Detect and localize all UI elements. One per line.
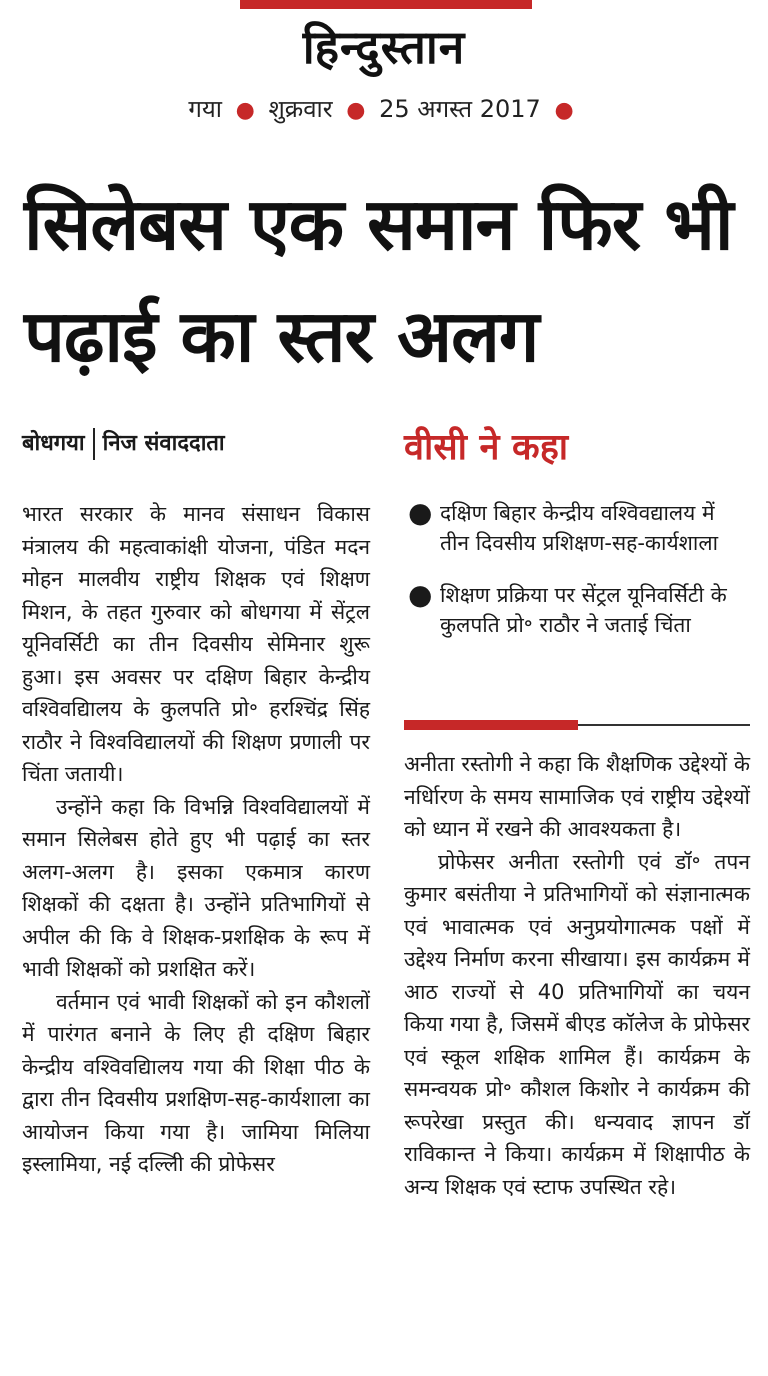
dateline — [0, 92, 768, 128]
section-divider-accent — [404, 720, 578, 730]
list-item — [404, 580, 750, 640]
sidebar-bullet-list — [404, 498, 750, 662]
article-paragraph: अनीता रस्तोगी ने कहा कि शैक्षणिक उद्देश्यों के नर्धिारण के समय सामाजिक एवं राष्ट्रीय उद्देश्यों को ध्यान में रखने की आवश्यकता है। — [404, 752, 750, 841]
bullet-text: दक्षिण बिहार केन्द्रीय वश्विवद्यालय में तीन दिवसीय प्रशिक्षण-सह-कार्यशाला — [440, 501, 719, 555]
bullet-dot-icon: ● — [235, 98, 255, 123]
masthead-accent-bar — [240, 0, 532, 9]
byline — [22, 424, 225, 464]
bullet-dot-icon: ● — [408, 578, 433, 611]
dateline-date: 25 अगस्त 2017 — [379, 95, 541, 123]
bullet-dot-icon: ● — [554, 98, 574, 123]
newspaper-masthead: हिन्दुस्तान — [302, 20, 466, 74]
bullet-text: शिक्षण प्रक्रिया पर सेंट्रल यूनिवर्सिटी के कुलपति प्रो॰ राठौर ने जताई चिंता — [440, 583, 727, 637]
article-right-column — [404, 748, 750, 1203]
dateline-city: गया — [188, 95, 222, 123]
article-headline: सिलेबस एक समान फिर भी पढ़ाई का स्तर अलग — [24, 182, 733, 378]
article-paragraph: उन्होंने कहा कि विभन्नि विश्वविद्यालयों में समान सिलेबस होते हुए भी पढ़ाई का स्तर अलग-अलग है। इसका एकमात्र कारण शिक्षकों की दक्षता है। उन्होंने प्रतिभागियों से अपील की कि वे शिक्षक-प्रशक्षिक के रूप में भावी शिक्षकों को प्रशक्षित करें। — [22, 794, 370, 981]
bullet-dot-icon: ● — [408, 496, 433, 529]
dateline-day: शुक्रवार — [268, 95, 333, 123]
byline-divider — [93, 428, 95, 460]
list-item — [404, 498, 750, 558]
article-paragraph: वर्तमान एवं भावी शिक्षकों को इन कौशलों में पारंगत बनाने के लिए ही दक्षिण बिहार केन्द्रीय वश्विवद्यिालय गया की शिक्षा पीठ के द्वारा तीन दिवसीय प्रशक्षिण-सह-कार्यशाला का आयोजन किया गया है। जामिया मिलिया इस्लामिया, नई दल्लिी की प्रोफेसर — [22, 989, 370, 1176]
article-paragraph: भारत सरकार के मानव संसाधन विकास मंत्रालय की महत्वाकांक्षी योजना, पंडित मदन मोहन मालवीय राष्ट्रीय शिक्षक एवं शिक्षण मिशन, के तहत गुरुवार को बोधगया में सेंट्रल यूनिवर्सिटी का तीन दिवसीय सेमिनार शुरू हुआ। इस अवसर पर दक्षिण बिहार केन्द्रीय वश्विवद्यिालय के कुलपति प्रो॰ हरश्चिंद्र सिंह राठौर ने विश्वविद्यालयों की शिक्षण प्रणाली पर चिंता जतायी। — [22, 502, 370, 786]
sidebar-title: वीसी ने कहा — [404, 427, 569, 468]
byline-place: बोधगया — [22, 431, 85, 456]
article-paragraph: प्रोफेसर अनीता रस्तोगी एवं डॉ॰ तपन कुमार बसंतीया ने प्रतिभागियों को संज्ञानात्मक एवं भावात्मक एवं अनुप्रयोगात्मक पक्षों में उद्देश्य निर्माण करना सीखाया। इस कार्यक्रम में आठ राज्यों से 40 प्रतिभागियों का चयन किया गया है, जिसमें बीएड कॉलेज के प्रोफेसर एवं स्कूल शक्षिक शामिल हैं। कार्यक्रम के समन्वयक प्रो॰ कौशल किशोर ने कार्यक्रम की रूपरेखा प्रस्तुत की। धन्यवाद ज्ञापन डॉ राविकान्त ने किया। कार्यक्रम में शिक्षापीठ के अन्य शिक्षक एवं स्टाफ उपस्थित रहे। — [404, 849, 750, 1199]
bullet-dot-icon: ● — [346, 98, 366, 123]
article-left-column — [22, 498, 370, 1181]
byline-reporter: निज संवाददाता — [102, 431, 225, 456]
